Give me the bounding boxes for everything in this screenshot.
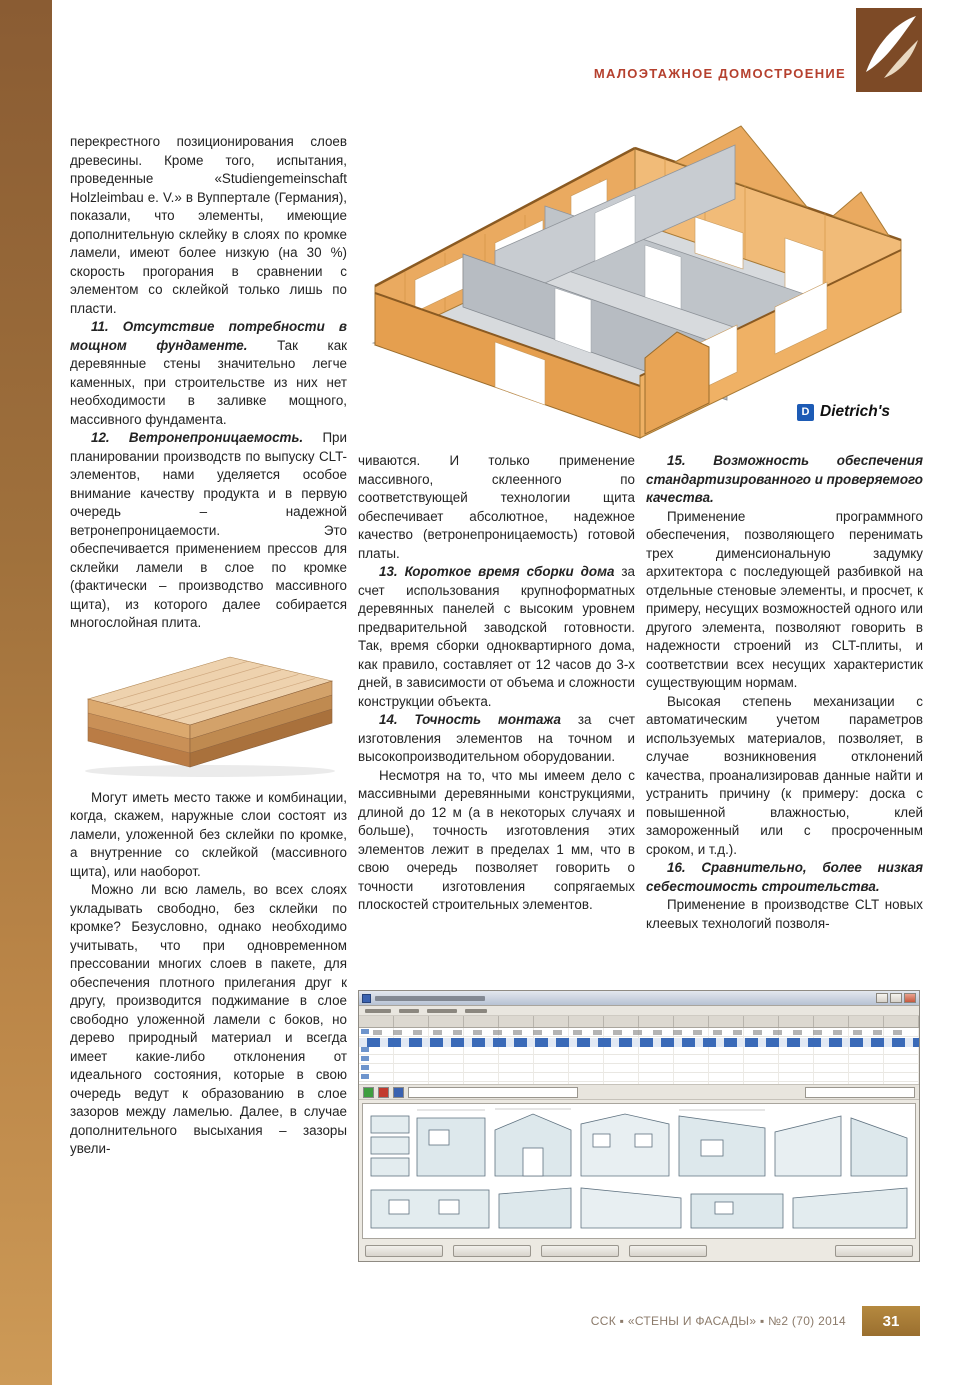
menu-item-placeholder <box>427 1009 457 1013</box>
window-controls <box>874 993 916 1003</box>
close-icon <box>904 993 916 1003</box>
col1-paragraph-1: перекрестного позиционирования слоев древесины. Кроме того, испытания, проведенные «Studiengemeinschaft Holzleimbau e. V.» в Вуппертале (Германия), показали, что элементы, имеющие дополнительную склейку в слоях по кромке ламели, имеют более низкую (на 30 %) скорость прогорания в сравнении с элементом со склейкой только лишь по пласти. <box>70 134 347 316</box>
heading-13: 13. Короткое время сборки дома <box>379 564 615 579</box>
col3-item-15 <box>646 452 923 508</box>
cancel-icon <box>378 1087 389 1098</box>
heading-15: 15. Возможность обеспечения стандартизированного и проверяемого качества. <box>646 453 923 505</box>
house-cad-figure <box>345 100 922 445</box>
clt-panel-illustration <box>70 647 347 779</box>
minimize-icon <box>876 993 888 1003</box>
confirm-icon <box>363 1087 374 1098</box>
col1-item-12 <box>70 429 347 633</box>
heading-11: 11. Отсутствие потребности в мощном фундаменте. <box>70 319 347 353</box>
software-bottombar <box>359 1242 919 1260</box>
value-field <box>805 1087 915 1098</box>
titlebar-text-placeholder <box>375 996 485 1001</box>
dietrichs-brand-label: Dietrich's <box>820 403 891 420</box>
col2-paragraph-14: за счет изготовления элементов на точном и высокопроизводительном оборудовании. <box>358 712 635 764</box>
dropdown-field <box>408 1087 578 1098</box>
maximize-icon <box>890 993 902 1003</box>
software-screenshot-figure <box>358 990 920 1262</box>
bottom-button <box>835 1245 913 1257</box>
text-column-3 <box>646 452 923 982</box>
table-column-headers <box>359 1016 919 1028</box>
publisher-logo-graphic <box>856 8 922 92</box>
table-row <box>373 1030 911 1035</box>
bottom-button <box>541 1245 619 1257</box>
panel-layout-drawing <box>363 1104 915 1236</box>
heading-14: 14. Точность монтажа <box>379 712 561 727</box>
col2-item-13 <box>358 563 635 711</box>
col1-paragraph-2: Могут иметь место также и комбинации, когда, скажем, наружные слои состоят из ламели, уложенной без склейки по кромке, а внутренние со склейкой (массивного щита), или наоборот. <box>70 789 347 879</box>
section-header: МАЛОЭТАЖНОЕ ДОМОСТРОЕНИЕ <box>593 66 846 81</box>
bottom-button <box>629 1245 707 1257</box>
col2-paragraph-2: Несмотря на то, что мы имеем дело с массивными деревянными конструкциями, длиной до 12 м (а в некоторых случаях и больше), точность изготовления этих элементов лежит в пределах 1 мм, что в свою очередь позволяет говорить о точности изготовления сопрягаемых плоскостей строительных элементов. <box>358 767 635 912</box>
nesting-canvas <box>362 1103 916 1239</box>
data-table <box>359 1028 919 1084</box>
col2-paragraph-13: за счет использования крупноформатных деревянных панелей с высоким уровнем предварительной заводской готовности. Так, время сборки одноквартирного дома, как правило, составляет от 12 часов до 3-х дней, в зависимости от объема и сложности конструкции объекта. <box>358 564 635 709</box>
heading-12: 12. Ветронепроницаемость. <box>91 430 304 445</box>
house-cad-illustration <box>345 100 922 445</box>
text-column-1 <box>70 133 347 1273</box>
menu-item-placeholder <box>399 1009 419 1013</box>
bottom-button <box>453 1245 531 1257</box>
software-menubar <box>359 1006 919 1016</box>
col3-paragraph-16: Применение в производстве CLT новых клеевых технологий позволя- <box>646 897 923 931</box>
col3-paragraph-2: Высокая степень механизации с автоматическим учетом параметров используемых материалов, позволяет, в случае возникновения отклонений качества, проанализировав данные найти и устранить причину (к примеру: доска с повышенной влажностью, клей замороженный или с просроченным сроком, и т.д.). <box>646 693 923 857</box>
col2-paragraph-1: чиваются. И только применение массивного, склеенного по соответствующей технологии щита обеспечивает абсолютное, надежное качество (ветронепроницаемость) готовой платы. <box>358 453 635 561</box>
col1-paragraph-11: Так как деревянные стены значительно легче каменных, при строительстве из них нет необходимости в заливке мощного, массивного фундамента. <box>70 337 347 427</box>
text-column-2 <box>358 452 635 982</box>
software-titlebar <box>359 991 919 1006</box>
row-icon-column <box>361 1029 369 1082</box>
col2-item-14 <box>358 711 635 767</box>
col1-item-11 <box>70 318 347 429</box>
tool-icon <box>393 1087 404 1098</box>
clt-panel-photo <box>70 647 347 779</box>
selected-table-row <box>359 1038 919 1047</box>
page-number-badge: 31 <box>862 1306 920 1336</box>
dietrichs-brand-badge <box>797 403 890 421</box>
col1-paragraph-3: Можно ли всю ламель, во всех слоях укладывать свободно, без склейки по кромке? Безусловно, однако необходимо учитывать, что при одновременном прессовании многих слоев в пакете, для обеспечения плотного прилегания друг к другу, производится поджимание в слое свободно уложенной ламели с боков, но дерево природный материал и всегда имеет какие-либо отклонения от идеального состояния, которые в свою очередь ведут к образованию в слое зазоров между ламелью. Далее, в случае дополнительного высыхания – зазоры увели- <box>70 882 347 1156</box>
menu-item-placeholder <box>465 1009 487 1013</box>
left-color-stripe <box>0 0 52 1385</box>
col3-item-16 <box>646 859 923 896</box>
footer-journal-line: ССК ▪ «СТЕНЫ И ФАСАДЫ» ▪ №2 (70) 2014 <box>590 1314 846 1328</box>
software-toolbar <box>359 1084 919 1100</box>
col3-paragraph-15: Применение программного обеспечения, позволяющего перенимать трех дименсиональную задумку архитектора с последующей разбивкой на отдельные стеновые элементы, и просчет, к примеру, несущих возможностей одного или другого элемента, позволяют говорить в надежности строений из CLT-плиты, и соответствии всех несущих характеристик существующим нормам. <box>646 508 923 690</box>
col1-paragraph-12: При планировании производств по выпуску CLT- элементов, нами уделяется особое внимание качеству продукта и в первую очередь – надежной ветронепроницаемости. Это обеспечивается применением прессов для склейки ламели в слое по кромке (фактически – производство массивного щита), из которого далее собирается многослойная плита. <box>70 430 347 630</box>
menu-item-placeholder <box>365 1009 391 1013</box>
bottom-button <box>365 1245 443 1257</box>
panel-shadow <box>85 765 335 777</box>
app-icon <box>362 994 371 1003</box>
panel-outlines-row2 <box>371 1188 907 1228</box>
dietrichs-logo-icon: D <box>797 404 814 421</box>
dimension-lines <box>417 1109 765 1110</box>
publisher-logo <box>856 8 922 92</box>
panel-outlines-row1 <box>371 1114 907 1176</box>
heading-16: 16. Сравнительно, более низкая себестоимость строительства. <box>646 860 923 894</box>
